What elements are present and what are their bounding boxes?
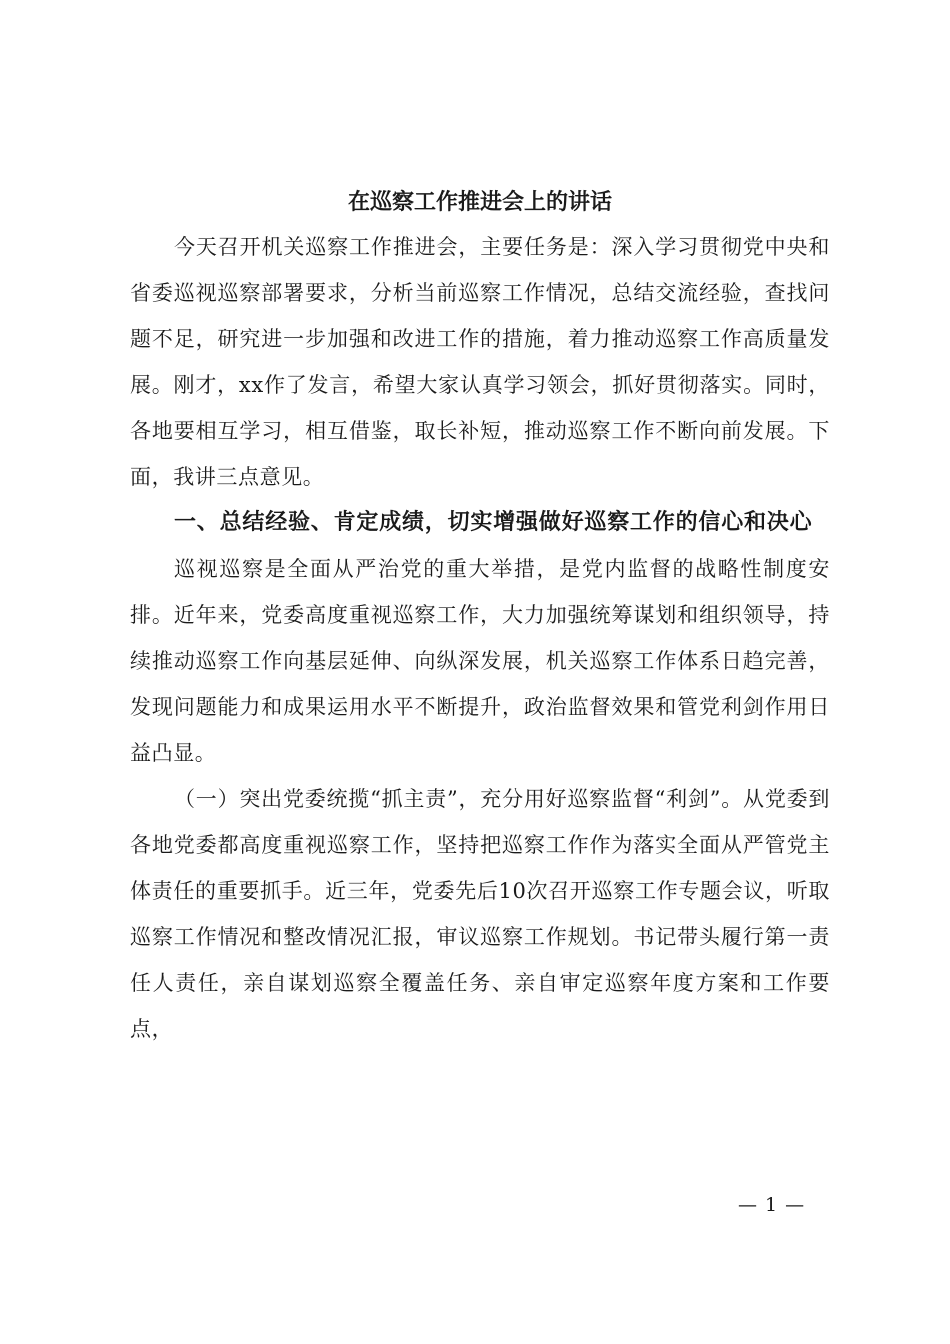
page-number: — 1 — — [738, 1194, 806, 1216]
section-1-paragraph: 巡视巡察是全面从严治党的重大举措，是党内监督的战略性制度安排。近年来，党委高度重视巡察工作，大力加强统筹谋划和组织领导，持续推动巡察工作向基层延伸、向纵深发展，机关巡察工作体系日趋完善，发现问题能力和成果运用水平不断提升，政治监督效果和管党利剑作用日益凸显。 — [130, 557, 830, 765]
document-title: 在巡察工作推进会上的讲话 — [347, 189, 612, 215]
subsection-1-paragraph: （一）突出党委统揽“抓主责”，充分用好巡察监督“利剑”。从党委到各地党委都高度重视巡察工作，坚持把巡察工作作为落实全面从严管党主体责任的重要抓手。近三年，党委先后10次召开巡察工作专题会议，听取巡察工作情况和整改情况汇报，审议巡察工作规划。书记带头履行第一责任人责任，亲自谋划巡察全覆盖任务、亲自审定巡察年度方案和工作要点， — [130, 787, 830, 1041]
section-heading-1: 一、总结经验、肯定成绩，切实增强做好巡察工作的信心和决心 — [174, 510, 813, 535]
document-body — [130, 180, 830, 1052]
intro-paragraph: 今天召开机关巡察工作推进会，主要任务是：深入学习贯彻党中央和省委巡视巡察部署要求，分析当前巡察工作情况，总结交流经验，查找问题不足，研究进一步加强和改进工作的措施，着力推动巡察工作高质量发展。刚才，xx作了发言，希望大家认真学习领会，抓好贯彻落实。同时，各地要相互学习，相互借鉴，取长补短，推动巡察工作不断向前发展。下面，我讲三点意见。 — [130, 235, 830, 489]
